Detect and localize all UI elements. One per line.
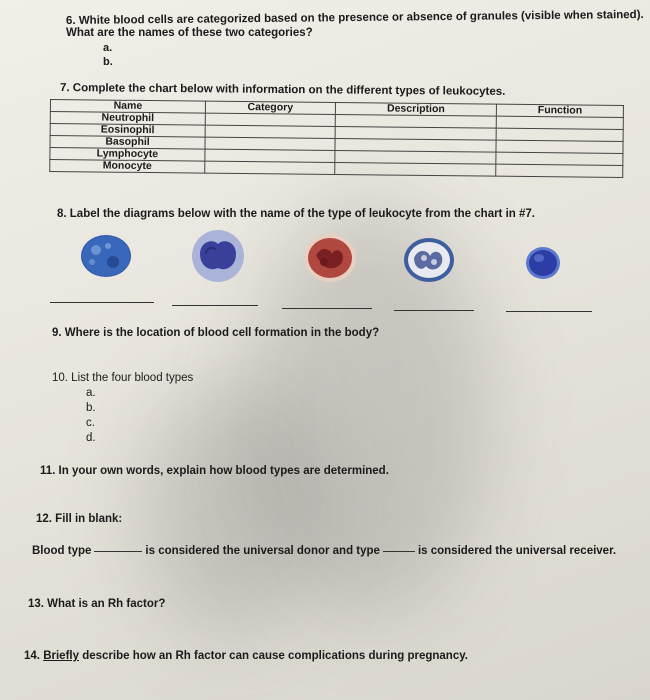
row-name: Monocyte xyxy=(50,160,205,174)
question-8: 8. Label the diagrams below with the name of the type of leukocyte from the chart in #7. xyxy=(57,208,535,220)
question-6: 6. White blood cells are categorized based on the presence or absence of granules (visible when stained). xyxy=(65,8,644,28)
cell-function[interactable] xyxy=(496,164,623,177)
header-name: Name xyxy=(50,100,205,114)
shadow xyxy=(140,380,320,640)
question-11: 11. In your own words, explain how blood types are determined. xyxy=(40,465,389,477)
lymphocyte-cell-image xyxy=(78,232,134,280)
fill-text-2: is considered the universal donor and type xyxy=(145,545,380,557)
question-12-sentence xyxy=(32,545,616,557)
question-14-text: describe how an Rh factor can cause complications during pregnancy. xyxy=(82,650,468,662)
row-name: Eosinophil xyxy=(50,124,205,138)
header-function: Function xyxy=(497,104,624,117)
universal-receiver-blank[interactable] xyxy=(383,551,415,552)
header-category: Category xyxy=(205,101,335,114)
cell-label-blank[interactable] xyxy=(172,305,258,306)
question-12: 12. Fill in blank: xyxy=(36,513,123,525)
answer-6b-label: b. xyxy=(103,56,113,68)
question-14-number: 14. xyxy=(24,650,40,662)
fill-text-3: is considered the universal receiver. xyxy=(417,545,617,557)
row-name: Neutrophil xyxy=(50,112,205,126)
neutrophil-cell-image xyxy=(302,232,358,284)
header-description: Description xyxy=(335,102,496,116)
question-10: 10. List the four blood types xyxy=(52,372,194,384)
answer-6a-label: a. xyxy=(103,42,113,54)
blood-type-b-label: b. xyxy=(86,402,96,414)
question-14 xyxy=(24,650,468,662)
fill-text-1: Blood type xyxy=(32,545,92,557)
cell-label-blank[interactable] xyxy=(50,302,154,303)
question-6-line2: What are the names of these two categories? xyxy=(66,27,313,39)
basophil-cell-image xyxy=(402,236,456,284)
universal-donor-blank[interactable] xyxy=(94,551,142,552)
cell-category[interactable] xyxy=(205,161,335,174)
cell-description[interactable] xyxy=(335,162,496,176)
row-name: Basophil xyxy=(50,136,205,150)
cell-label-blank[interactable] xyxy=(506,311,592,312)
question-14-emphasis: Briefly xyxy=(43,650,79,662)
cell-label-blank[interactable] xyxy=(394,310,474,311)
blood-type-a-label: a. xyxy=(86,387,96,399)
blood-type-d-label: d. xyxy=(86,432,96,444)
blood-type-c-label: c. xyxy=(86,417,95,429)
eosinophil-cell-image xyxy=(524,245,562,281)
cell-label-blank[interactable] xyxy=(282,308,372,309)
monocyte-cell-image xyxy=(190,228,246,284)
question-9: 9. Where is the location of blood cell formation in the body? xyxy=(52,327,380,339)
leukocyte-chart xyxy=(49,99,624,178)
question-13: 13. What is an Rh factor? xyxy=(28,598,166,610)
row-name: Lymphocyte xyxy=(50,148,205,162)
question-7: 7. Complete the chart below with information on the different types of leukocytes. xyxy=(59,82,506,98)
